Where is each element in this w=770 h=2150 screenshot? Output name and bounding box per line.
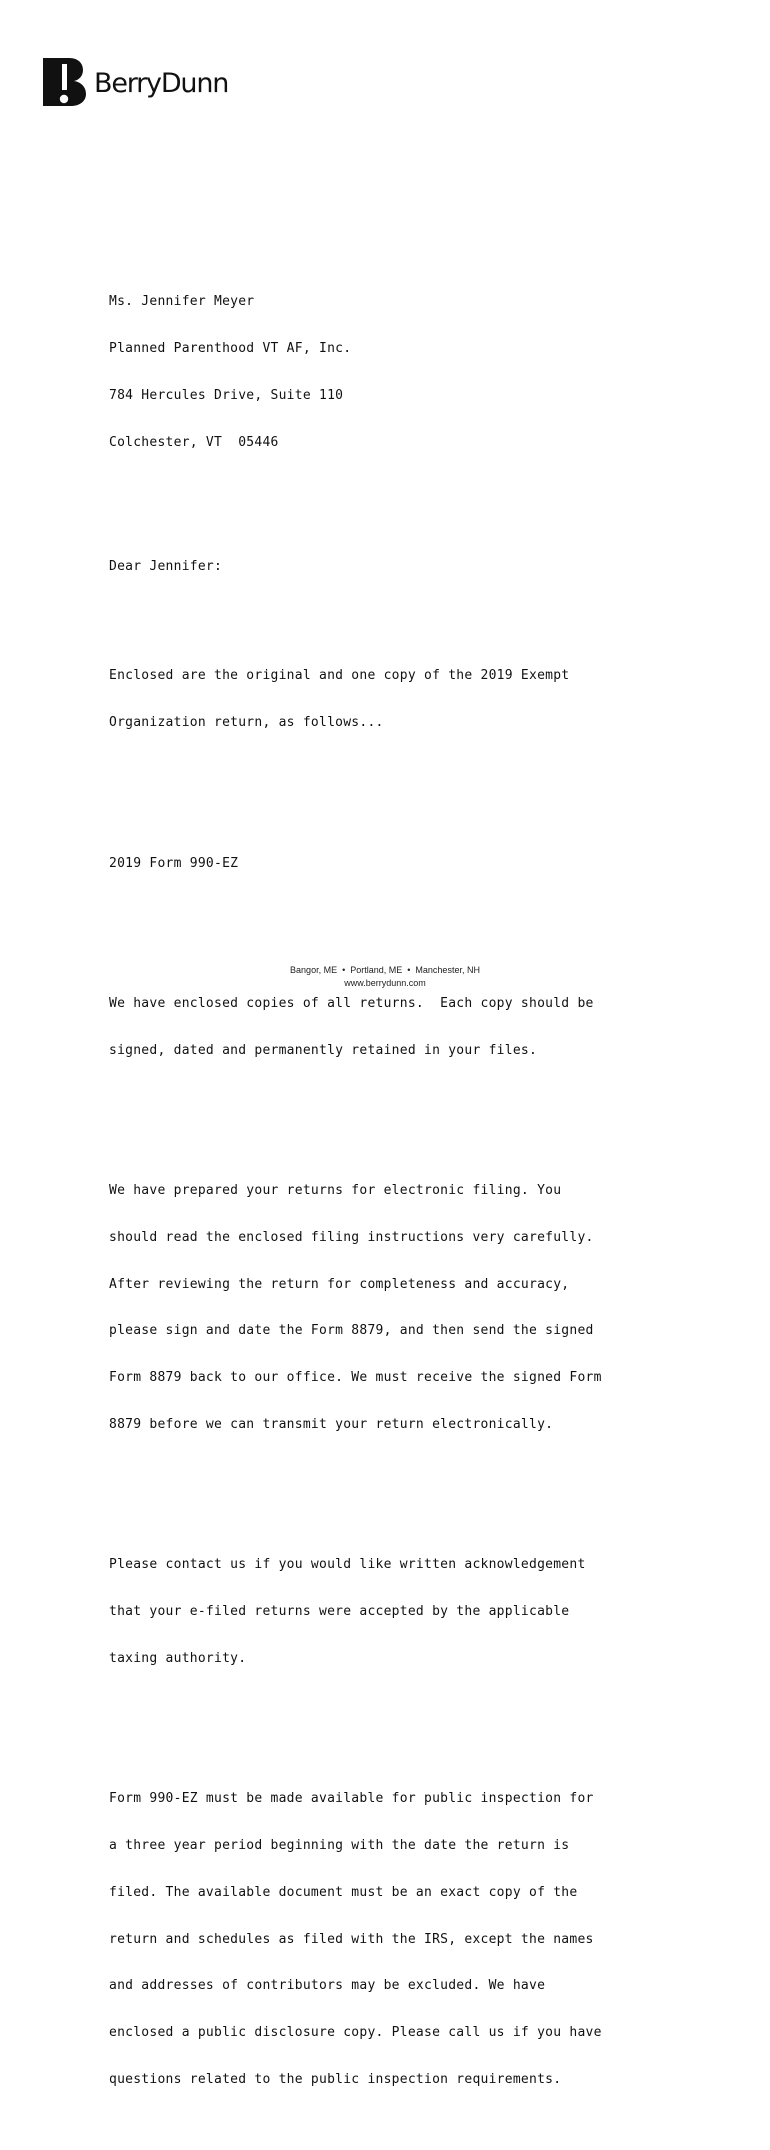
paragraph-line: a three year period beginning with the date the return is bbox=[109, 1837, 570, 1853]
paragraph-line: Organization return, as follows... bbox=[109, 715, 384, 731]
office-portland: Portland, ME bbox=[350, 965, 403, 975]
paragraph-line: We have prepared your returns for electronic filing. You bbox=[109, 1183, 562, 1199]
address-line-name: Ms. Jennifer Meyer bbox=[109, 294, 255, 310]
paragraph-line: filed. The available document must be an exact copy of the bbox=[109, 1884, 578, 1900]
office-manchester: Manchester, NH bbox=[415, 965, 480, 975]
address-line-organization: Planned Parenthood VT AF, Inc. bbox=[109, 341, 352, 357]
paragraph-line: questions related to the public inspection requirements. bbox=[109, 2071, 562, 2087]
paragraph-line: please sign and date the Form 8879, and then send the signed bbox=[109, 1323, 594, 1339]
office-locations bbox=[0, 964, 770, 977]
paragraph-line: should read the enclosed filing instructions very carefully. bbox=[109, 1229, 594, 1245]
paragraph-line: Form 8879 back to our office. We must receive the signed Form bbox=[109, 1370, 602, 1386]
paragraph-line: Enclosed are the original and one copy of the 2019 Exempt bbox=[109, 668, 570, 684]
paragraph-line: return and schedules as filed with the IRS, except the names bbox=[109, 1931, 594, 1947]
paragraph-line: We have enclosed copies of all returns. Each copy should be bbox=[109, 995, 594, 1011]
website-url: www.berrydunn.com bbox=[344, 978, 426, 988]
paragraph-line: 8879 before we can transmit your return electronically. bbox=[109, 1416, 554, 1432]
address-line-street: 784 Hercules Drive, Suite 110 bbox=[109, 387, 344, 403]
paragraph-enclosed bbox=[109, 637, 709, 762]
letter-body bbox=[109, 232, 709, 2150]
company-name: BerryDunn bbox=[94, 67, 229, 99]
company-logo bbox=[42, 56, 228, 108]
paragraph-line: Form 990-EZ must be made available for public inspection for bbox=[109, 1791, 594, 1807]
paragraph-line: After reviewing the return for completeness and accuracy, bbox=[109, 1276, 570, 1292]
footer-separator: • bbox=[342, 965, 346, 975]
paragraph-line: that your e-filed returns were accepted by the applicable bbox=[109, 1604, 570, 1620]
office-bangor: Bangor, ME bbox=[290, 965, 338, 975]
paragraph-form-name bbox=[109, 824, 709, 902]
letterhead-footer bbox=[0, 964, 770, 990]
paragraph-line: taxing authority. bbox=[109, 1650, 247, 1666]
paragraph-line: signed, dated and permanently retained in your files. bbox=[109, 1042, 538, 1058]
berrydunn-logo-icon bbox=[42, 56, 92, 108]
address-line-city: Colchester, VT 05446 bbox=[109, 434, 279, 450]
paragraph-line: Please contact us if you would like written acknowledgement bbox=[109, 1557, 586, 1573]
recipient-address bbox=[109, 263, 709, 481]
paragraph-line: 2019 Form 990-EZ bbox=[109, 855, 239, 871]
paragraph-line: enclosed a public disclosure copy. Please call us if you have bbox=[109, 2025, 602, 2041]
paragraph-line: and addresses of contributors may be excluded. We have bbox=[109, 1978, 546, 1994]
footer-separator: • bbox=[407, 965, 411, 975]
paragraph-public-inspection bbox=[109, 1760, 709, 2119]
paragraph-acknowledgement bbox=[109, 1526, 709, 1698]
salutation: Dear Jennifer: bbox=[109, 559, 223, 575]
paragraph-electronic-filing bbox=[109, 1152, 709, 1464]
